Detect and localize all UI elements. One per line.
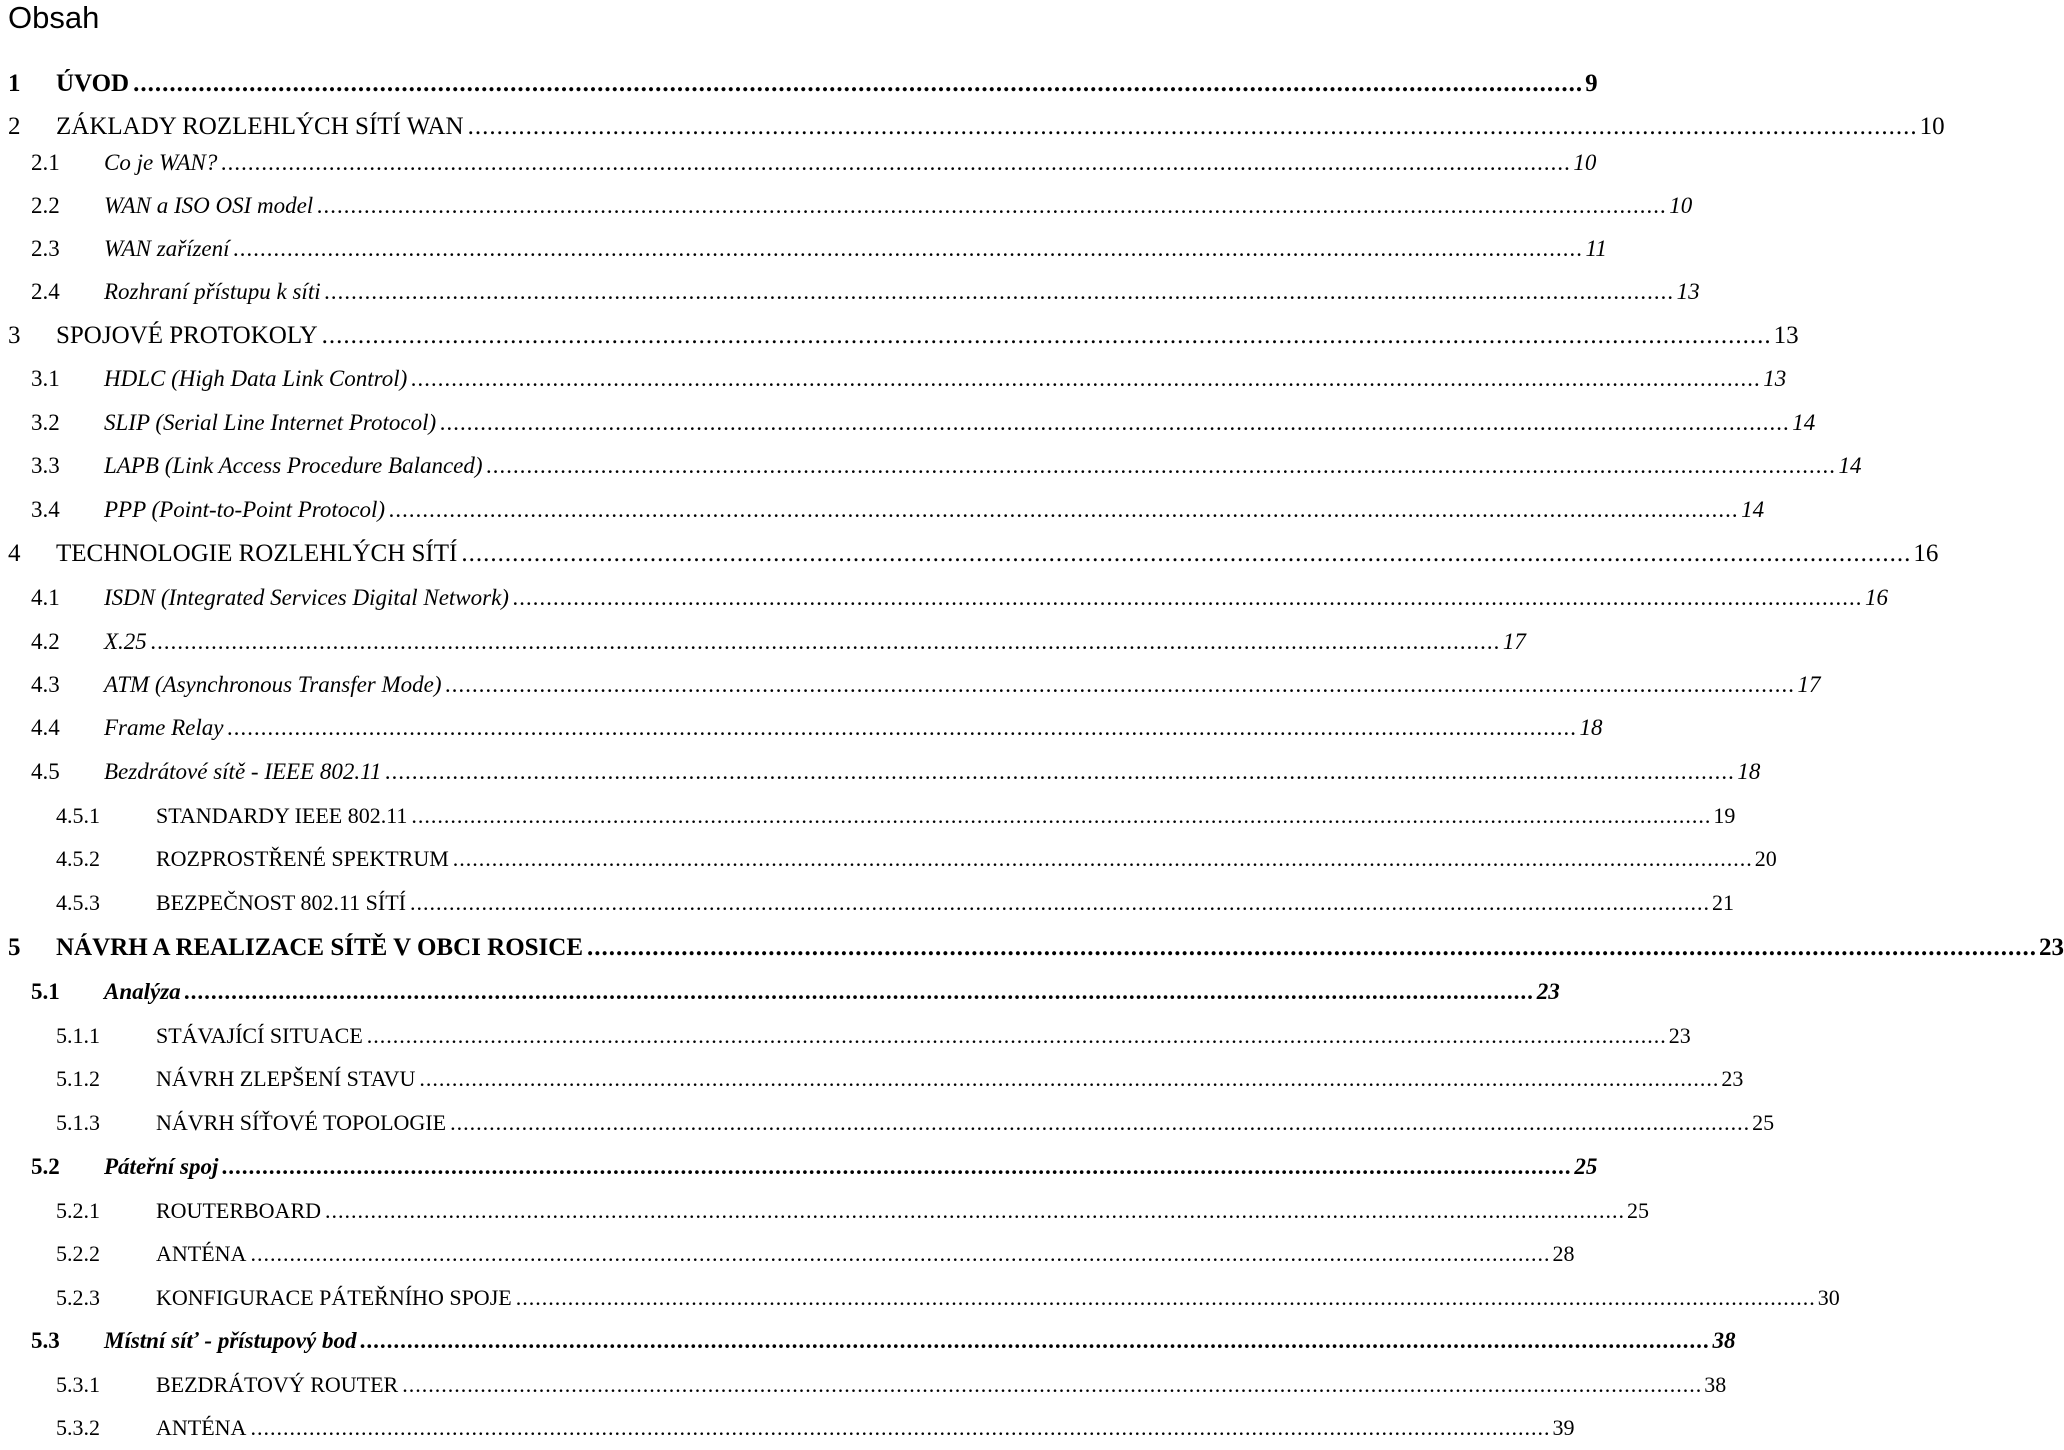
toc-entry-page: 25 — [1627, 1198, 1650, 1223]
toc-entry[interactable] — [0, 1194, 1650, 1224]
dot-leader: ........................................................................................................................................................................................................ — [366, 1023, 1667, 1048]
toc-entry-number: 5.2.1 — [56, 1198, 100, 1223]
toc-entry-number: 5.2.2 — [56, 1241, 100, 1266]
toc-entry-number: 5.3.2 — [56, 1415, 100, 1440]
toc-entry-page: 20 — [1754, 846, 1777, 871]
toc-entry-page: 23 — [1721, 1066, 1744, 1091]
toc-entry-number: 5.1.3 — [56, 1110, 100, 1135]
toc-entry-title: BEZPEČNOST 802.11 SÍTÍ — [156, 890, 406, 915]
toc-entry-title: ANTÉNA — [156, 1415, 247, 1440]
toc-entry-page: 14 — [1741, 497, 1765, 522]
toc-entry-number: 4.2 — [31, 629, 60, 654]
toc-entry[interactable] — [0, 886, 1734, 916]
toc-entry[interactable] — [0, 755, 1761, 785]
dot-leader: ........................................................................................................................................................................................................ — [411, 803, 1712, 828]
dot-leader: ........................................................................................................................................................................................................ — [184, 979, 1535, 1004]
toc-entry[interactable] — [0, 189, 1693, 219]
toc-entry-title: Analýza — [104, 979, 181, 1004]
toc-entry-page: 25 — [1752, 1110, 1775, 1135]
toc-entry-title: WAN zařízení — [104, 236, 230, 261]
toc-entry-title: ZÁKLADY ROZLEHLÝCH SÍTÍ WAN — [56, 113, 464, 140]
toc-entry[interactable] — [0, 975, 1560, 1005]
toc-entry-number: 3.1 — [31, 366, 60, 391]
dot-leader: ........................................................................................................................................................................................................ — [450, 1110, 1751, 1135]
dot-leader: ........................................................................................................................................................................................................ — [133, 70, 1584, 97]
toc-entry-page: 16 — [1913, 540, 1939, 567]
toc-entry-number: 5.2.3 — [56, 1285, 100, 1310]
toc-entry-title: ANTÉNA — [156, 1241, 247, 1266]
toc-entry[interactable] — [0, 932, 2064, 962]
toc-entry-title: ROZPROSTŘENÉ SPEKTRUM — [156, 846, 449, 871]
toc-entry-page: 18 — [1579, 715, 1603, 740]
toc-entry-number: 5.1 — [31, 979, 60, 1004]
toc-entry-page: 10 — [1573, 150, 1597, 175]
toc-entry-number: 5.1.2 — [56, 1066, 100, 1091]
dot-leader: ........................................................................................................................................................................................................ — [515, 1285, 1816, 1310]
toc-entry-page: 10 — [1919, 113, 1945, 140]
page-title: Obsah — [8, 0, 100, 35]
toc-entry-page: 13 — [1773, 322, 1799, 349]
toc-entry-title: KONFIGURACE PÁTEŘNÍHO SPOJE — [156, 1285, 512, 1310]
toc-entry-number: 5.3 — [31, 1328, 60, 1353]
toc-entry[interactable] — [0, 842, 1777, 872]
dot-leader: ........................................................................................................................................................................................................ — [317, 193, 1668, 218]
toc-entry-page: 18 — [1737, 759, 1761, 784]
toc-entry-title: Místní síť - přístupový bod — [104, 1328, 357, 1353]
toc-entry-title: HDLC (High Data Link Control) — [104, 366, 408, 391]
toc-entry[interactable] — [0, 668, 1821, 698]
toc-entry-page: 39 — [1552, 1415, 1575, 1440]
toc-entry[interactable] — [0, 1324, 1736, 1354]
toc-entry-title: TECHNOLOGIE ROZLEHLÝCH SÍTÍ — [56, 540, 458, 567]
toc-entry-page: 30 — [1817, 1285, 1840, 1310]
dot-leader: ........................................................................................................................................................................................................ — [150, 629, 1501, 654]
dot-leader: ........................................................................................................................................................................................................ — [467, 113, 1918, 140]
toc-entry-title: ATM (Asynchronous Transfer Mode) — [104, 672, 442, 697]
dot-leader: ........................................................................................................................................................................................................ — [250, 1415, 1551, 1440]
dot-leader: ........................................................................................................................................................................................................ — [409, 890, 1710, 915]
dot-leader: ........................................................................................................................................................................................................ — [222, 1154, 1573, 1179]
toc-entry-number: 3.3 — [31, 453, 60, 478]
toc-entry[interactable] — [0, 362, 1787, 392]
toc-entry-title: NÁVRH ZLEPŠENÍ STAVU — [156, 1066, 416, 1091]
toc-entry[interactable] — [0, 1150, 1598, 1180]
toc-entry-page: 13 — [1763, 366, 1787, 391]
dot-leader: ........................................................................................................................................................................................................ — [587, 934, 2038, 961]
toc-entry[interactable] — [0, 68, 1598, 98]
dot-leader: ........................................................................................................................................................................................................ — [250, 1241, 1551, 1266]
toc-entry-title: WAN a ISO OSI model — [104, 193, 314, 218]
toc-entry[interactable] — [0, 1281, 1840, 1311]
toc-entry-title: ISDN (Integrated Services Digital Network) — [104, 585, 509, 610]
toc-entry-title: Bezdrátové sítě - IEEE 802.11 — [104, 759, 382, 784]
toc-entry-title: NÁVRH SÍŤOVÉ TOPOLOGIE — [156, 1110, 447, 1135]
toc-entry-title: Rozhraní přístupu k síti — [104, 279, 321, 304]
toc-entry-page: 38 — [1704, 1372, 1727, 1397]
toc-entry[interactable] — [0, 406, 1816, 436]
dot-leader: ........................................................................................................................................................................................................ — [512, 585, 1863, 610]
toc-entry-number: 2.3 — [31, 236, 60, 261]
toc-entry[interactable] — [0, 581, 1888, 611]
toc-entry-page: 23 — [2039, 934, 2064, 961]
toc-entry-number: 4.5 — [31, 759, 60, 784]
dot-leader: ........................................................................................................................................................................................................ — [325, 1198, 1626, 1223]
toc-entry-page: 38 — [1712, 1328, 1736, 1353]
dot-leader: ........................................................................................................................................................................................................ — [227, 715, 1578, 740]
toc-entry[interactable] — [0, 449, 1862, 479]
toc-entry[interactable] — [0, 232, 1607, 262]
toc-entry[interactable] — [0, 1062, 1744, 1092]
toc-entry-title: NÁVRH A REALIZACE SÍTĚ V OBCI ROSICE — [56, 934, 584, 961]
toc-entry-number: 5.1.1 — [56, 1023, 100, 1048]
dot-leader: ........................................................................................................................................................................................................ — [389, 497, 1740, 522]
toc-entry-title: Co je WAN? — [104, 150, 218, 175]
toc-entry[interactable] — [0, 111, 1945, 141]
toc-entry-number: 5.2 — [31, 1154, 60, 1179]
toc-entry-number: 4.5.2 — [56, 846, 100, 871]
toc-entry-title: SLIP (Serial Line Internet Protocol) — [104, 410, 437, 435]
toc-entry-number: 4.1 — [31, 585, 60, 610]
toc-entry[interactable] — [0, 493, 1765, 523]
dot-leader: ........................................................................................................................................................................................................ — [221, 150, 1572, 175]
toc-entry-page: 23 — [1668, 1023, 1691, 1048]
dot-leader: ........................................................................................................................................................................................................ — [411, 366, 1762, 391]
toc-entry-number: 2.4 — [31, 279, 60, 304]
toc-entry-title: STANDARDY IEEE 802.11 — [156, 803, 408, 828]
toc-entry-number: 4.3 — [31, 672, 60, 697]
toc-entry-number: 4.4 — [31, 715, 60, 740]
toc-entry[interactable] — [0, 538, 1939, 568]
toc-entry[interactable] — [0, 1237, 1575, 1267]
toc-entry-page: 23 — [1536, 979, 1560, 1004]
dot-leader: ........................................................................................................................................................................................................ — [360, 1328, 1711, 1353]
toc-entry-page: 28 — [1552, 1241, 1575, 1266]
dot-leader: ........................................................................................................................................................................................................ — [440, 410, 1791, 435]
toc-entry[interactable] — [0, 275, 1700, 305]
toc-entry[interactable] — [0, 1368, 1727, 1398]
toc-entry-title: PPP (Point-to-Point Protocol) — [104, 497, 386, 522]
toc-entry-number: 3.4 — [31, 497, 60, 522]
toc-entry-page: 16 — [1864, 585, 1888, 610]
toc-entry[interactable] — [0, 1106, 1775, 1136]
toc-entry-number: 1 — [8, 70, 21, 97]
toc-entry-number: 4.5.1 — [56, 803, 100, 828]
toc-entry-number: 2 — [8, 113, 21, 140]
toc-entry[interactable] — [0, 320, 1799, 350]
dot-leader: ........................................................................................................................................................................................................ — [419, 1066, 1720, 1091]
toc-entry[interactable] — [0, 711, 1603, 741]
toc-entry[interactable] — [0, 1411, 1575, 1441]
toc-entry-number: 5.3.1 — [56, 1372, 100, 1397]
toc-entry[interactable] — [0, 1019, 1691, 1049]
dot-leader: ........................................................................................................................................................................................................ — [233, 236, 1584, 261]
toc-entry-page: 13 — [1676, 279, 1700, 304]
toc-entry[interactable] — [0, 146, 1597, 176]
toc-entry-title: Frame Relay — [104, 715, 224, 740]
toc-entry-title: SPOJOVÉ PROTOKOLY — [56, 322, 318, 349]
toc-entry[interactable] — [0, 799, 1736, 829]
toc-entry-number: 4.5.3 — [56, 890, 100, 915]
toc-entry-title: LAPB (Link Access Procedure Balanced) — [104, 453, 483, 478]
dot-leader: ........................................................................................................................................................................................................ — [461, 540, 1912, 567]
toc-entry-number: 5 — [8, 934, 21, 961]
toc-entry-number: 4 — [8, 540, 21, 567]
toc-entry-title: STÁVAJÍCÍ SITUACE — [156, 1023, 363, 1048]
dot-leader: ........................................................................................................................................................................................................ — [402, 1372, 1703, 1397]
toc-entry-number: 3 — [8, 322, 21, 349]
toc-entry-page: 17 — [1797, 672, 1821, 697]
dot-leader: ........................................................................................................................................................................................................ — [452, 846, 1753, 871]
toc-entry-page: 17 — [1502, 629, 1526, 654]
toc-entry-page: 14 — [1792, 410, 1816, 435]
toc-entry-page: 19 — [1713, 803, 1736, 828]
toc-entry-page: 25 — [1574, 1154, 1598, 1179]
toc-entry-title: X.25 — [104, 629, 147, 654]
toc-entry-number: 2.2 — [31, 193, 60, 218]
toc-entry-page: 10 — [1669, 193, 1693, 218]
toc-entry-title: Páteřní spoj — [104, 1154, 219, 1179]
toc-entry-title: ÚVOD — [56, 70, 130, 97]
toc-entry-page: 11 — [1585, 236, 1607, 261]
toc-entry[interactable] — [0, 625, 1526, 655]
toc-entry-page: 9 — [1585, 70, 1598, 97]
toc-entry-page: 14 — [1838, 453, 1862, 478]
dot-leader: ........................................................................................................................................................................................................ — [486, 453, 1837, 478]
toc-entry-number: 2.1 — [31, 150, 60, 175]
dot-leader: ........................................................................................................................................................................................................ — [324, 279, 1675, 304]
dot-leader: ........................................................................................................................................................................................................ — [445, 672, 1796, 697]
dot-leader: ........................................................................................................................................................................................................ — [385, 759, 1736, 784]
toc-entry-number: 3.2 — [31, 410, 60, 435]
toc-entry-title: BEZDRÁTOVÝ ROUTER — [156, 1372, 399, 1397]
dot-leader: ........................................................................................................................................................................................................ — [321, 322, 1772, 349]
toc-entry-page: 21 — [1711, 890, 1734, 915]
toc-entry-title: ROUTERBOARD — [156, 1198, 322, 1223]
